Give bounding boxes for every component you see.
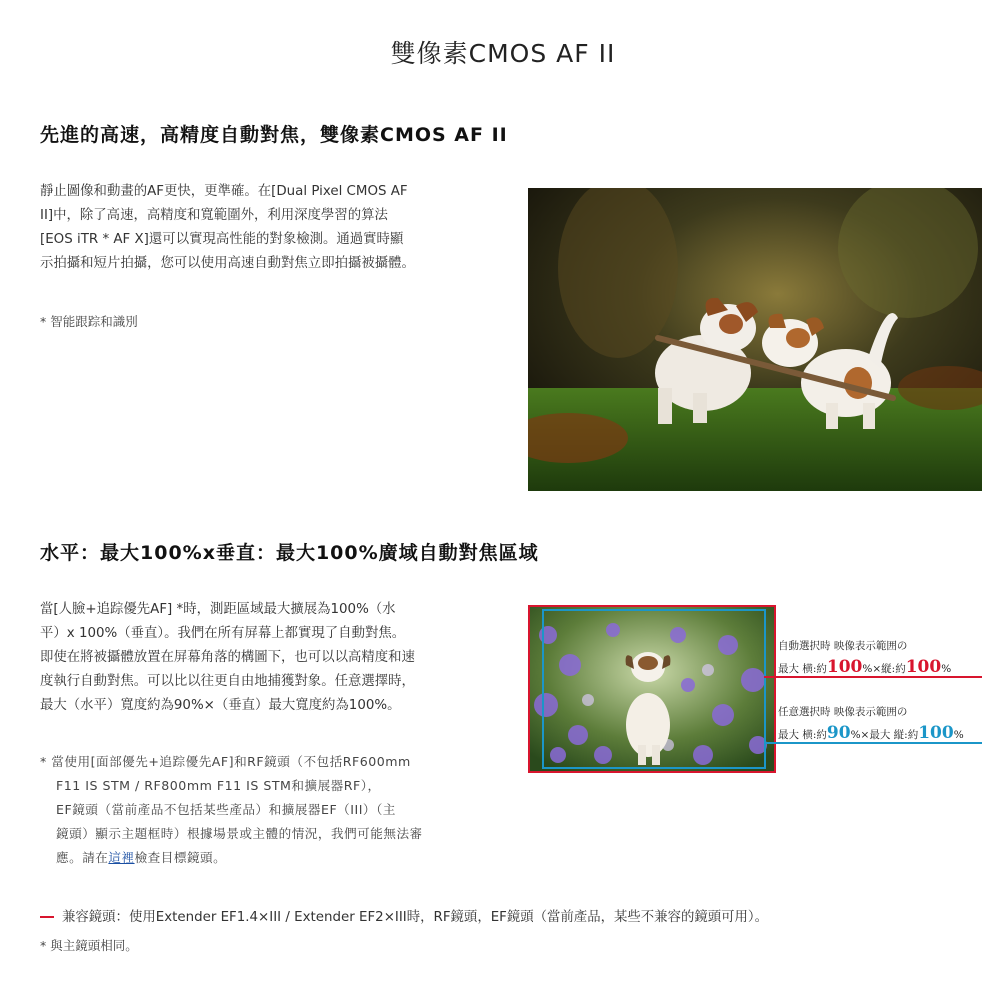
- paragraph-line: 即使在將被攝體放置在屏幕角落的構圖下，也可以以高精度和速: [40, 650, 415, 665]
- section-af-paragraph: [40, 180, 508, 276]
- annotation-v-value: 100: [905, 657, 942, 677]
- paragraph-line: 靜止圖像和動畫的AF更快，更準確。在[Dual Pixel CMOS AF: [40, 184, 408, 199]
- annotation-text: 最大 横:約: [778, 729, 827, 741]
- paragraph-line: [EOS iTR * AF X]還可以實現高性能的對象檢測。通過實時顯: [40, 232, 404, 247]
- section-area-paragraph: [40, 598, 508, 718]
- section-af-note: * 智能跟踪和識別: [40, 314, 138, 329]
- footnote-line: [40, 846, 510, 870]
- compatible-lens-note: [40, 906, 768, 925]
- annotation-h-value: 90: [826, 723, 851, 743]
- footnote-line: 鏡頭）顯示主題框時）根據場景或主體的情況，我們可能無法審: [56, 826, 423, 841]
- annotation-auto-select: [778, 638, 951, 677]
- footnote-line: EF鏡頭（當前產品不包括某些產品）和擴展器EF（III）（主: [56, 802, 396, 817]
- paragraph-line: II]中，除了高速，高精度和寬範圍外，利用深度學習的算法: [40, 208, 388, 223]
- compatible-lens-footnote: * 與主鏡頭相同。: [40, 938, 138, 953]
- annotation-h-value: 100: [826, 657, 863, 677]
- page-title: 雙像素CMOS AF II: [390, 39, 616, 68]
- annotation-values: [778, 723, 964, 743]
- annotation-text: %×縦:約: [862, 663, 906, 675]
- annotation-manual-select: [778, 704, 964, 743]
- annotation-text: 最大 横:約: [778, 663, 827, 675]
- footnote-text: 應。請在: [56, 850, 109, 865]
- annotation-text: %: [953, 729, 964, 741]
- paragraph-line: 平）x 100%（垂直）。我們在所有屏幕上都實現了自動對焦。: [40, 626, 406, 641]
- paragraph-line: 示拍攝和短片拍攝，您可以使用高速自動對焦立即拍攝被攝體。: [40, 256, 415, 271]
- paragraph-line: 最大（水平）寬度約為90%×（垂直）最大寬度約為100%。: [40, 698, 401, 713]
- footnote-text: 檢查目標鏡頭。: [134, 850, 227, 865]
- compatible-lens-text: 兼容鏡頭：使用Extender EF1.4×III / Extender EF2×III時，RF鏡頭，EF鏡頭（當前產品，某些不兼容的鏡頭可用）。: [62, 910, 768, 925]
- annotation-values: [778, 657, 951, 677]
- dogs-photo: [528, 188, 982, 491]
- section-heading-af: 先進的高速，高精度自動對焦，雙像素CMOS AF II: [40, 124, 508, 146]
- section-heading-area: 水平：最大100%x垂直：最大100%廣域自動對焦區域: [40, 542, 539, 564]
- red-dash-marker: [40, 916, 54, 918]
- footnote-line: * 當使用[面部優先+追踪優先AF]和RF鏡頭（不包括RF600mm: [40, 754, 411, 769]
- footnote-line: F11 IS STM / RF800mm F11 IS STM和擴展器RF），: [56, 778, 381, 793]
- annotation-caption: 任意選択時 映像表示範囲の: [778, 706, 908, 718]
- af-area-frame-manual: [542, 609, 766, 769]
- annotation-text: %×最大 縦:約: [850, 729, 919, 741]
- lens-list-link[interactable]: 這裡: [108, 850, 135, 865]
- annotation-text: %: [941, 663, 952, 675]
- paragraph-line: 度執行自動對焦。可以比以往更自由地捕獲對象。任意選擇時，: [40, 674, 415, 689]
- paragraph-line: 當[人臉+追踪優先AF] *時，測距區域最大擴展為100%（水: [40, 602, 396, 617]
- annotation-v-value: 100: [918, 723, 954, 743]
- section-area-footnote: [40, 750, 510, 870]
- dogs-photo-illustration: [528, 188, 982, 491]
- annotation-caption: 自動選択時 映像表示範囲の: [778, 640, 908, 652]
